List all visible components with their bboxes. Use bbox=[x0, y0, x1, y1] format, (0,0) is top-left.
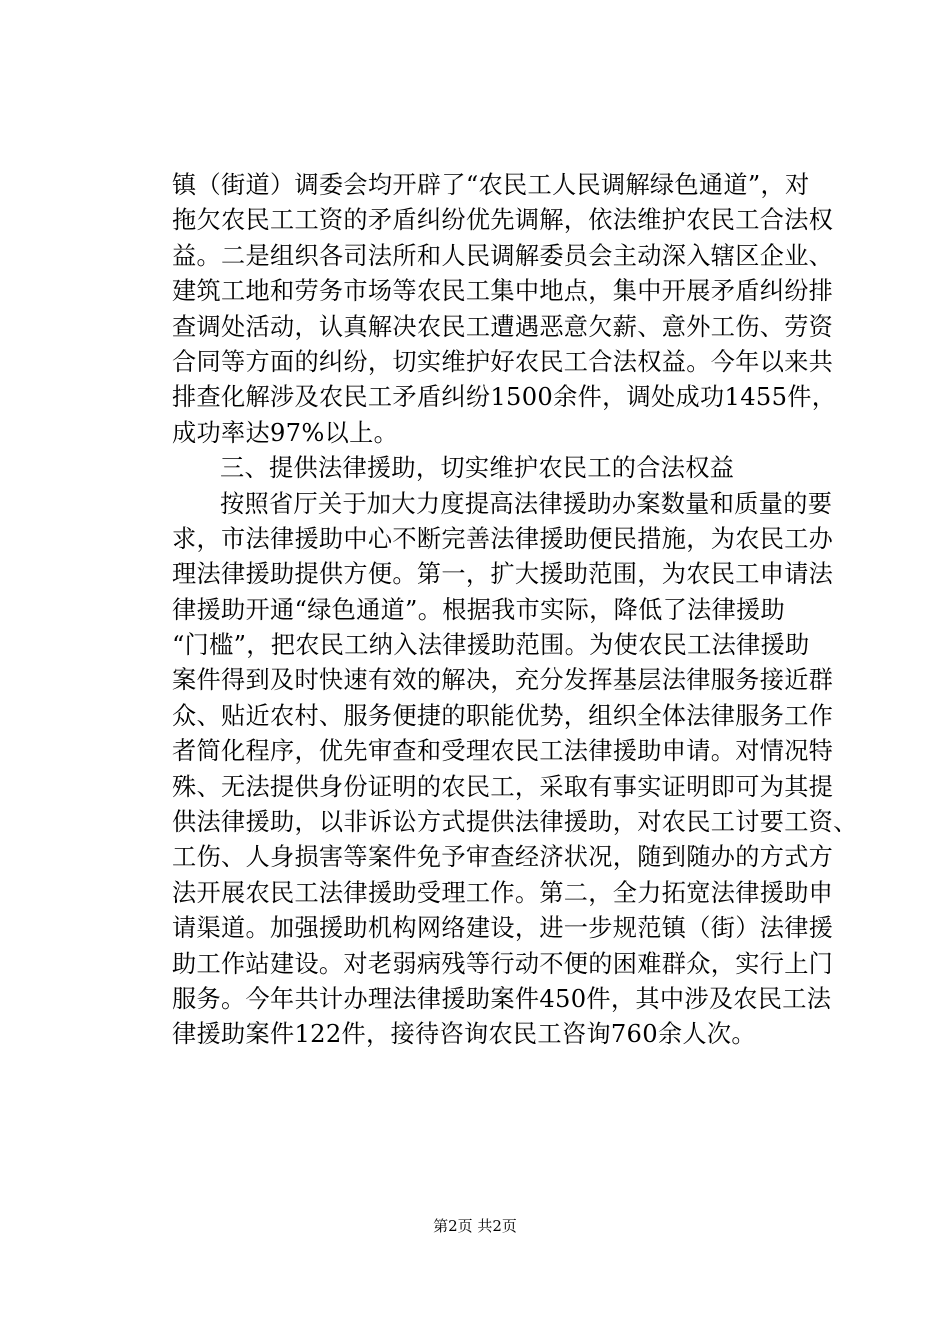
text-line: 律援助案件122件，接待咨询农民工咨询760余人次。 bbox=[172, 1020, 756, 1049]
text-line: 请渠道。加强援助机构网络建设，进一步规范镇（街）法律援 bbox=[172, 914, 834, 943]
text-line: 合同等方面的纠纷，切实维护好农民工合法权益。今年以来共 bbox=[172, 347, 834, 376]
text-line: 助工作站建设。对老弱病残等行动不便的困难群众，实行上门 bbox=[172, 949, 834, 978]
text-line: 求，市法律援助中心不断完善法律援助便民措施，为农民工办 bbox=[172, 524, 834, 553]
text-line: 者简化程序，优先审查和受理农民工法律援助申请。对情况特 bbox=[172, 737, 834, 766]
page-number-footer: 第2页 共2页 bbox=[433, 1217, 517, 1235]
text-line: 众、贴近农村、服务便捷的职能优势，组织全体法律服务工作 bbox=[172, 701, 834, 730]
text-line: 建筑工地和劳务市场等农民工集中地点，集中开展矛盾纠纷排 bbox=[172, 277, 834, 306]
text-line: “门槛”，把农民工纳入法律援助范围。为使农民工法律援助 bbox=[172, 631, 810, 660]
text-line: 法开展农民工法律援助受理工作。第二，全力拓宽法律援助申 bbox=[172, 878, 834, 907]
text-line: 成功率达97%以上。 bbox=[172, 418, 399, 447]
text-line: 益。二是组织各司法所和人民调解委员会主动深入辖区企业、 bbox=[172, 241, 834, 270]
text-line: 按照省厅关于加大力度提高法律援助办案数量和质量的要 bbox=[220, 489, 833, 518]
text-line: 排查化解涉及农民工矛盾纠纷1500余件，调处成功1455件， bbox=[172, 383, 837, 412]
text-line: 拖欠农民工工资的矛盾纠纷优先调解，依法维护农民工合法权 bbox=[172, 206, 834, 235]
text-line: 工伤、人身损害等案件免予审查经济状况，随到随办的方式方 bbox=[172, 843, 834, 872]
text-line: 查调处活动，认真解决农民工遭遇恶意欠薪、意外工伤、劳资 bbox=[172, 312, 834, 341]
text-line: 案件得到及时快速有效的解决，充分发挥基层法律服务接近群 bbox=[172, 666, 834, 695]
text-line: 服务。今年共计办理法律援助案件450件，其中涉及农民工法 bbox=[172, 984, 832, 1013]
text-line: 律援助开通“绿色通道”。根据我市实际，降低了法律援助 bbox=[172, 595, 786, 624]
text-line: 理法律援助提供方便。第一，扩大援助范围，为农民工申请法 bbox=[172, 560, 834, 589]
text-line: 镇（街道）调委会均开辟了“农民工人民调解绿色通道”，对 bbox=[172, 171, 810, 199]
section-heading: 三、提供法律援助，切实维护农民工的合法权益 bbox=[220, 454, 735, 483]
text-line: 供法律援助，以非诉讼方式提供法律援助，对农民工讨要工资、 bbox=[172, 808, 858, 837]
document-body bbox=[172, 168, 858, 1053]
text-line: 殊、无法提供身份证明的农民工，采取有事实证明即可为其提 bbox=[172, 772, 834, 801]
